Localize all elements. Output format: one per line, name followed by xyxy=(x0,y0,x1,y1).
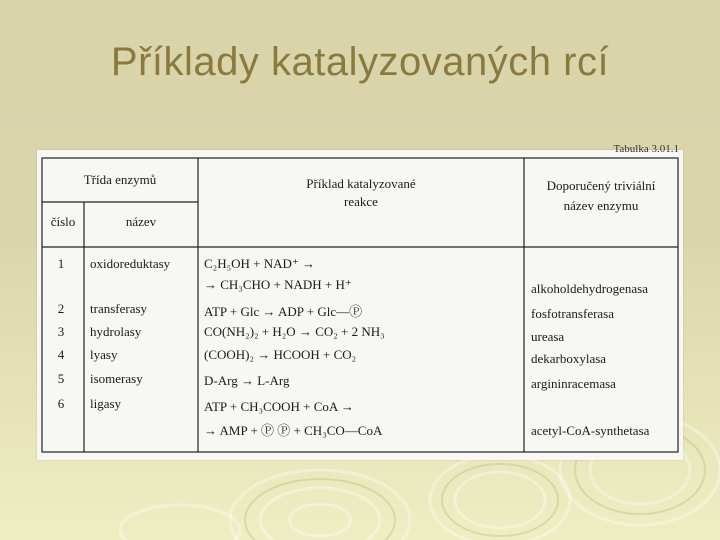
header-number: číslo xyxy=(50,214,76,229)
row-number: 5 xyxy=(57,371,65,386)
header-reaction-line1: Příklad katalyzované xyxy=(306,176,416,191)
header-name: název xyxy=(125,214,157,229)
row-trivial-name: acetyl-CoA-synthetasa xyxy=(531,423,650,438)
header-reaction-line2: reakce xyxy=(344,194,378,209)
header-enzyme-class: Třída enzymů xyxy=(83,172,157,187)
row-reaction-continued: → CH₃CHO + NADH + H⁺ xyxy=(204,277,352,292)
row-reaction: ATP + CH₃COOH + CoA → xyxy=(204,399,354,414)
row-number: 4 xyxy=(57,347,65,362)
enzyme-table-scan xyxy=(37,143,683,460)
row-reaction: C₂H₅OH + NAD⁺ → xyxy=(204,256,316,271)
row-enzyme-class: isomerasy xyxy=(90,371,143,386)
slide-title: Příklady katalyzovaných rcí xyxy=(110,40,610,84)
row-trivial-name: ureasa xyxy=(531,329,565,344)
row-enzyme-class: ligasy xyxy=(90,396,122,411)
header-trivial-line2: název enzymu xyxy=(563,198,639,213)
row-reaction: ATP + Glc → ADP + Glc—Ⓟ xyxy=(204,304,363,319)
row-number: 3 xyxy=(57,324,65,339)
row-number: 2 xyxy=(57,301,65,316)
row-enzyme-class: hydrolasy xyxy=(90,324,142,339)
row-reaction-continued: → AMP + Ⓟ Ⓟ + CH₃CO—CoA xyxy=(204,423,383,438)
row-enzyme-class: oxidoreduktasy xyxy=(90,256,171,271)
row-trivial-name: argininracemasa xyxy=(531,376,616,391)
row-reaction: (COOH)₂ → HCOOH + CO₂ xyxy=(204,347,357,362)
row-reaction: D-Arg → L-Arg xyxy=(204,373,290,388)
row-reaction: CO(NH₂)₂ + H₂O → CO₂ + 2 NH₃ xyxy=(204,324,385,339)
row-trivial-name: dekarboxylasa xyxy=(531,351,607,366)
row-enzyme-class: transferasy xyxy=(90,301,148,316)
row-trivial-name: fosfotransferasa xyxy=(531,306,615,321)
row-number: 6 xyxy=(57,396,65,411)
row-trivial-name: alkoholdehydrogenasa xyxy=(531,281,648,296)
row-enzyme-class: lyasy xyxy=(90,347,118,362)
row-number: 1 xyxy=(57,256,65,271)
header-trivial-line1: Doporučený triviální xyxy=(546,178,656,193)
table-caption: Tabulka 3.01.1 xyxy=(613,143,679,155)
